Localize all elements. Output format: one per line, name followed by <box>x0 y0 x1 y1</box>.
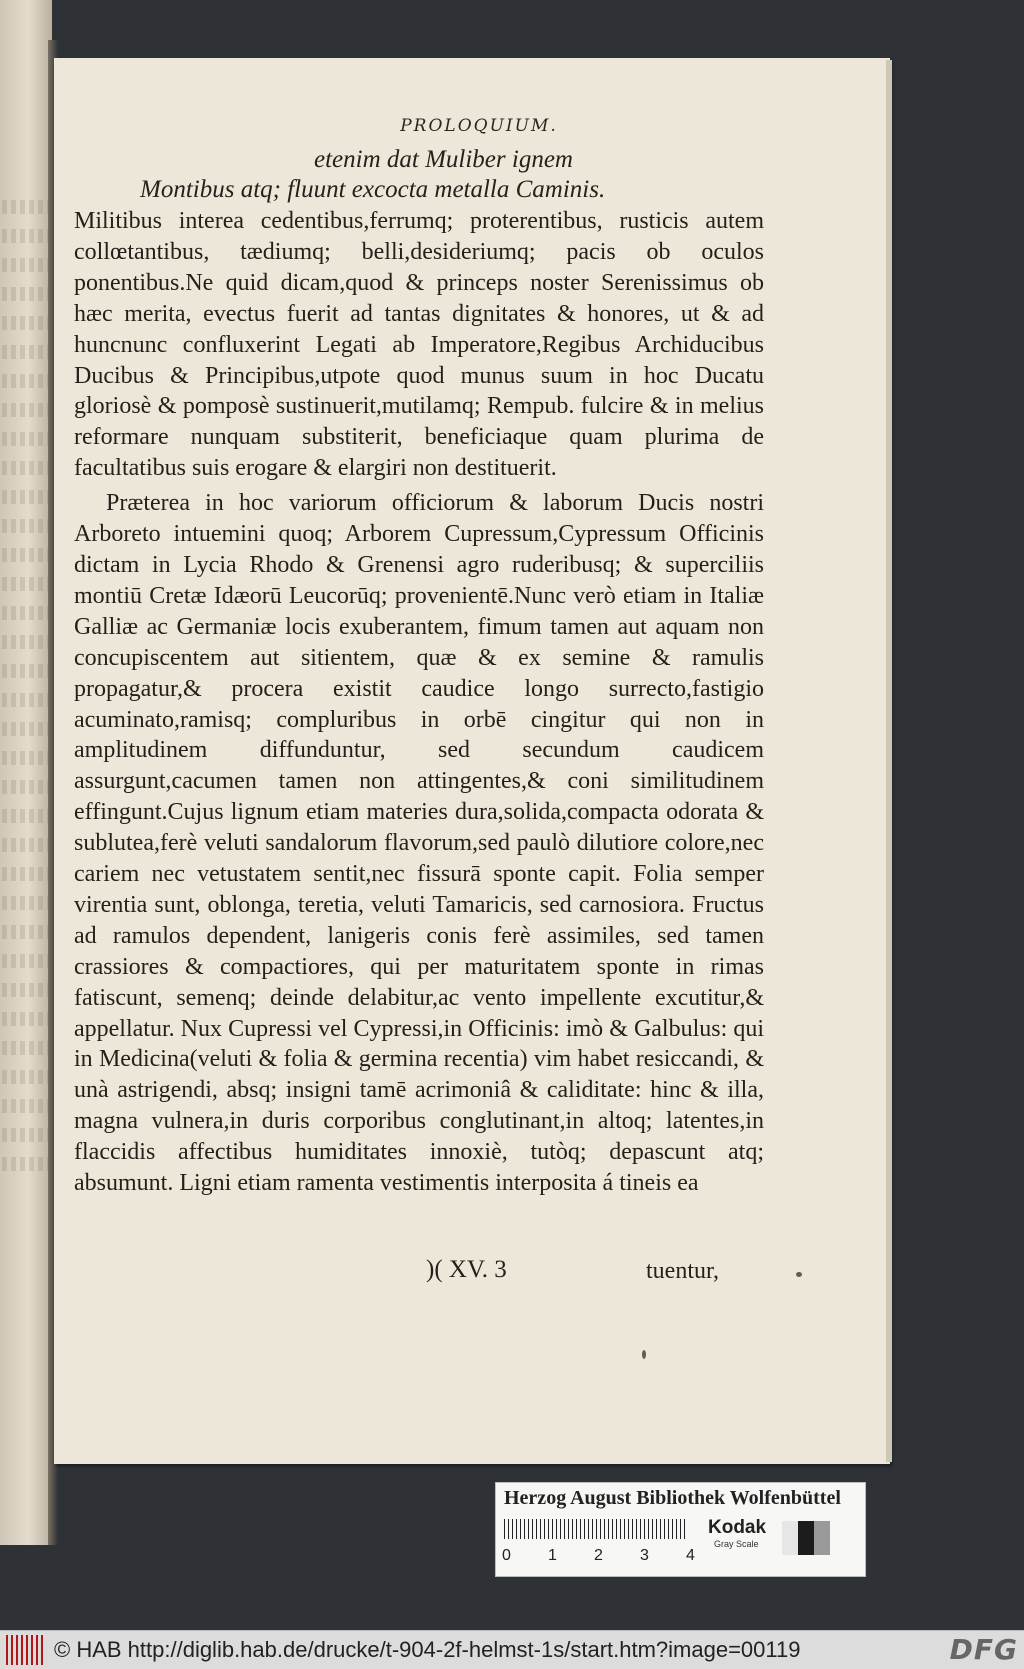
facing-page-texture <box>2 374 48 388</box>
facing-page-texture <box>2 722 48 736</box>
gray-scale-label: Gray Scale <box>714 1539 759 1549</box>
facing-page-texture <box>2 751 48 765</box>
facing-page-texture <box>2 519 48 533</box>
catchword: tuentur, <box>646 1258 720 1284</box>
ruler-number: 2 <box>594 1547 603 1564</box>
facing-page-texture <box>2 490 48 504</box>
gray-patch <box>782 1521 798 1555</box>
facing-page-texture <box>2 461 48 475</box>
ruler-number: 4 <box>686 1547 695 1564</box>
facing-page-texture <box>2 1070 48 1084</box>
library-name: Herzog August Bibliothek Wolfenbüttel <box>504 1487 841 1509</box>
verse-line-2: Montibus atq; fluunt excocta metalla Caminis. <box>140 176 606 203</box>
facing-page-texture <box>2 809 48 823</box>
facing-page-texture <box>2 664 48 678</box>
ruler-number: 1 <box>548 1547 557 1564</box>
ruler-numbers <box>502 1547 702 1569</box>
gray-patch <box>814 1521 830 1555</box>
facing-page-texture <box>2 925 48 939</box>
facing-page-texture <box>2 780 48 794</box>
facing-page-texture <box>2 345 48 359</box>
paper-speck <box>642 1350 646 1359</box>
facing-page-texture <box>2 635 48 649</box>
facing-page-texture <box>2 432 48 446</box>
facing-page-texture <box>2 954 48 968</box>
facing-page-texture <box>2 548 48 562</box>
facing-page-texture <box>2 403 48 417</box>
facing-page-texture <box>2 896 48 910</box>
paper-speck <box>796 1272 802 1277</box>
signature-mark: )( XV. 3 <box>426 1256 507 1283</box>
facing-page-texture <box>2 1128 48 1142</box>
verse-line-1: etenim dat Muliber ignem <box>314 146 573 173</box>
facing-page-texture <box>2 287 48 301</box>
facing-page-texture <box>2 606 48 620</box>
facing-page-texture <box>2 693 48 707</box>
dfg-logo: DFG <box>949 1633 1018 1666</box>
gray-patch <box>798 1521 814 1555</box>
facing-page-texture <box>2 1041 48 1055</box>
facing-page-texture <box>2 577 48 591</box>
paragraph-1: Militibus interea cedentibus,ferrumq; proterentibus, rusticis autem collœtantibus, tædiumq; belli,desideriumq; pacis ob oculos ponentibus.Ne quid dicam,quod & princeps noster Serenissimus ob hæc merita, evectus fuerit ad tantas dignitates & honores, ut & ad huncnunc confluxerint Legati ab Imperatore,Regibus Archiducibus Ducibus & Principibus,utpote quod munus suum in hoc Ducatu gloriosè & pomposè sustinuerit,mutilamq; Rempub. fulcire & in melius reformare nunquam substiterit, beneficiaque quam plurima de facultatibus suis erogare & elargiri non destituerit. <box>74 208 764 482</box>
facing-page-texture <box>2 229 48 243</box>
facing-page-texture <box>2 983 48 997</box>
book-page <box>54 58 890 1464</box>
hab-logo-icon <box>6 1635 46 1665</box>
facing-page-texture <box>2 1099 48 1113</box>
kodak-logo: Kodak <box>708 1517 767 1538</box>
ruler-number: 0 <box>502 1547 511 1564</box>
facing-page-texture <box>2 838 48 852</box>
facing-page-texture <box>2 867 48 881</box>
ruler-number: 3 <box>640 1547 649 1564</box>
footer-url[interactable]: © HAB http://diglib.hab.de/drucke/t-904-2f-helmst-1s/start.htm?image=00119 <box>54 1637 801 1662</box>
page-edge <box>886 60 892 1462</box>
facing-page-texture <box>2 1012 48 1026</box>
facing-page-texture <box>2 200 48 214</box>
color-reference-card <box>495 1482 866 1577</box>
scale-ruler <box>504 1519 688 1539</box>
paragraph-2: Præterea in hoc variorum officiorum & laborum Ducis nostri Arboreto intuemini quoq; Arborem Cupressum,Cypressum Officinis dictam in Lycia Rhodo & Grenensi agro ruderibusq; & superciliis montiū Cretæ Idæorū Leucorūq; provenientē.Nunc verò etiam in Italiæ Galliæ ac Germaniæ locis exuberantem, fimum tamen aut aquam non concupiscentem aut sitientem, quæ & ex semine & ramulis propagatur,& procera existit caudice longo surrecto,fastigio acuminato,ramisq; compluribus in orbē cingitur qui non in amplitudinem diffunduntur, sed secundum caudicem assurgunt,cacumen tamen non attingentes,& coni similitudinem effingunt.Cujus lignum etiam materies dura,solida,compacta odorata & sublutea,ferè veluti sandalorum flavorum,sed paulò dilutiore colore,nec cariem nec vetustatem sentit,nec fissurā sponte capit. Folia semper virentia sunt, oblonga, teretia, veluti Tamaricis, sed carnosiora. Fructus ad ramulos dependent, lanigeris conis ferè assimiles, sed tamen crassiores & compactiores, qui per maturitatem sponte in rimas fatiscunt, semenq; deinde delabitur,ac vento impellente excutitur,& appellatur. Nux Cupressi vel Cypressi,in Officinis: imò & Galbulus: qui in Medicina(veluti & folia & germina recentia) vim habet resiccandi, & unà astrigendi, absq; insigni tamē acrimoniâ & caliditate: hinc & illa, magna vulnera,in duris corporibus conglutinant,in altoq; latentes,in flaccidis affectibus humiditates innoxiè, tutòq; depascunt atq; absumunt. Ligni etiam ramenta vestimentis interposita á tineis ea <box>74 490 764 1197</box>
footer-bar <box>0 1630 1024 1669</box>
facing-page-texture <box>2 316 48 330</box>
body-text <box>74 206 764 1199</box>
facing-page-texture <box>2 1157 48 1171</box>
facing-page-edge <box>0 0 52 1545</box>
facing-page-texture <box>2 258 48 272</box>
running-head: PROLOQUIUM. <box>400 116 558 136</box>
